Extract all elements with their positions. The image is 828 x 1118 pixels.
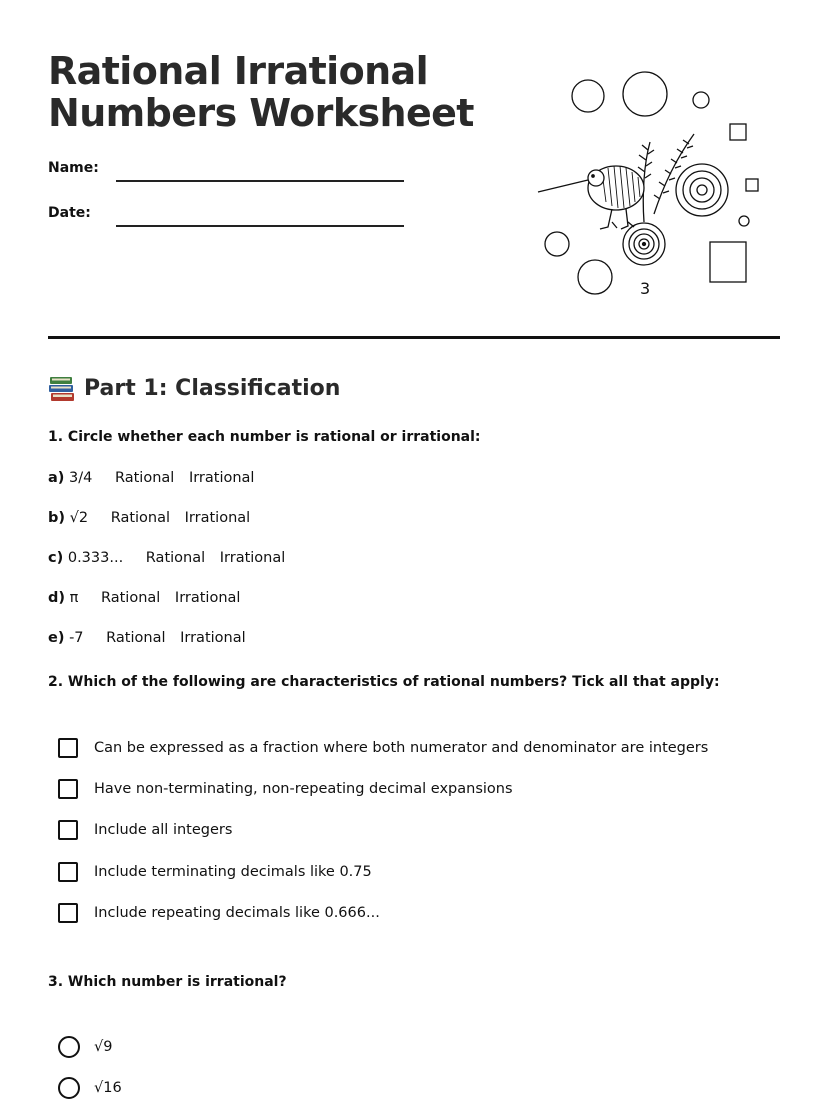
date-field bbox=[48, 205, 408, 225]
name-label: Name: bbox=[48, 160, 99, 176]
square-shape bbox=[730, 124, 746, 140]
item-number: 3/4 bbox=[69, 470, 93, 486]
circle-shape bbox=[623, 72, 667, 116]
name-line[interactable] bbox=[116, 180, 404, 182]
option-irrational[interactable]: Irrational bbox=[188, 470, 255, 486]
worksheet-page bbox=[48, 0, 780, 1118]
square-shape bbox=[710, 242, 746, 282]
checkbox-option-4[interactable] bbox=[58, 860, 372, 884]
checkbox-option-2[interactable] bbox=[58, 777, 513, 801]
checkbox[interactable] bbox=[58, 820, 78, 840]
option-irrational[interactable]: Irrational bbox=[184, 510, 251, 526]
circle-shape bbox=[739, 216, 749, 226]
title-line-1: Rational Irrational bbox=[48, 49, 429, 93]
part1-heading-text: Part 1: Classification bbox=[84, 376, 341, 401]
checkbox[interactable] bbox=[58, 862, 78, 882]
item-letter: e) bbox=[48, 630, 65, 646]
option-irrational[interactable]: Irrational bbox=[180, 630, 246, 646]
classify-item-d bbox=[48, 590, 250, 606]
radio-option-1[interactable] bbox=[58, 1035, 112, 1059]
item-number: 0.333... bbox=[67, 550, 124, 566]
date-line[interactable] bbox=[116, 225, 404, 227]
checkbox-option-5[interactable] bbox=[58, 901, 380, 925]
item-letter: d) bbox=[48, 590, 66, 606]
option-rational[interactable]: Rational bbox=[114, 470, 175, 486]
checkbox[interactable] bbox=[58, 738, 78, 758]
circle-shape bbox=[572, 80, 604, 112]
item-letter: b) bbox=[48, 510, 66, 526]
checkbox-label: Include repeating decimals like 0.666... bbox=[94, 905, 380, 921]
item-number: √2 bbox=[69, 510, 89, 526]
classify-item-a bbox=[48, 470, 264, 486]
kiwi-illustration bbox=[536, 64, 766, 304]
circle-shape bbox=[693, 92, 709, 108]
radio-option-2[interactable] bbox=[58, 1076, 122, 1100]
radio-label: √9 bbox=[94, 1039, 113, 1055]
checkbox-option-3[interactable] bbox=[58, 818, 232, 842]
question-2: 2. Which of the following are characteristics of rational numbers? Tick all that apply: bbox=[48, 674, 720, 690]
item-number: -7 bbox=[69, 630, 84, 646]
square-shape bbox=[746, 179, 758, 191]
option-rational[interactable]: Rational bbox=[145, 550, 206, 566]
circle-shape bbox=[578, 260, 612, 294]
option-rational[interactable]: Rational bbox=[106, 630, 166, 646]
checkbox[interactable] bbox=[58, 779, 78, 799]
checkbox-label: Have non-terminating, non-repeating decimal expansions bbox=[94, 781, 513, 797]
classify-item-c bbox=[48, 550, 295, 566]
checkbox-label: Can be expressed as a fraction where both numerator and denominator are integers bbox=[94, 740, 709, 756]
kiwi-bird bbox=[538, 166, 644, 229]
books-icon bbox=[48, 376, 76, 402]
question-3: 3. Which number is irrational? bbox=[48, 974, 287, 990]
classify-item-b bbox=[48, 510, 260, 526]
checkbox-option-1[interactable] bbox=[58, 736, 708, 760]
option-rational[interactable]: Rational bbox=[110, 510, 171, 526]
item-number: π bbox=[69, 590, 79, 606]
checkbox-label: Include terminating decimals like 0.75 bbox=[94, 864, 372, 880]
radio-button[interactable] bbox=[58, 1077, 80, 1099]
date-label: Date: bbox=[48, 205, 91, 221]
circle-shape bbox=[545, 232, 569, 256]
spiral-shape bbox=[676, 164, 728, 216]
checkbox[interactable] bbox=[58, 903, 78, 923]
question-1: 1. Circle whether each number is rational or irrational: bbox=[48, 429, 481, 445]
checkbox-label: Include all integers bbox=[94, 822, 233, 838]
name-field bbox=[48, 160, 408, 180]
option-irrational[interactable]: Irrational bbox=[174, 590, 241, 606]
radio-label: √16 bbox=[94, 1080, 122, 1096]
worksheet-title bbox=[48, 50, 528, 134]
part1-heading bbox=[48, 374, 340, 404]
illustration-caption: 3 bbox=[640, 279, 651, 298]
section-divider bbox=[48, 336, 780, 339]
radio-button[interactable] bbox=[58, 1036, 80, 1058]
classify-item-e bbox=[48, 630, 256, 646]
title-line-2: Numbers Worksheet bbox=[48, 91, 474, 135]
option-rational[interactable]: Rational bbox=[100, 590, 161, 606]
item-letter: a) bbox=[48, 470, 65, 486]
item-letter: c) bbox=[48, 550, 64, 566]
option-irrational[interactable]: Irrational bbox=[219, 550, 286, 566]
